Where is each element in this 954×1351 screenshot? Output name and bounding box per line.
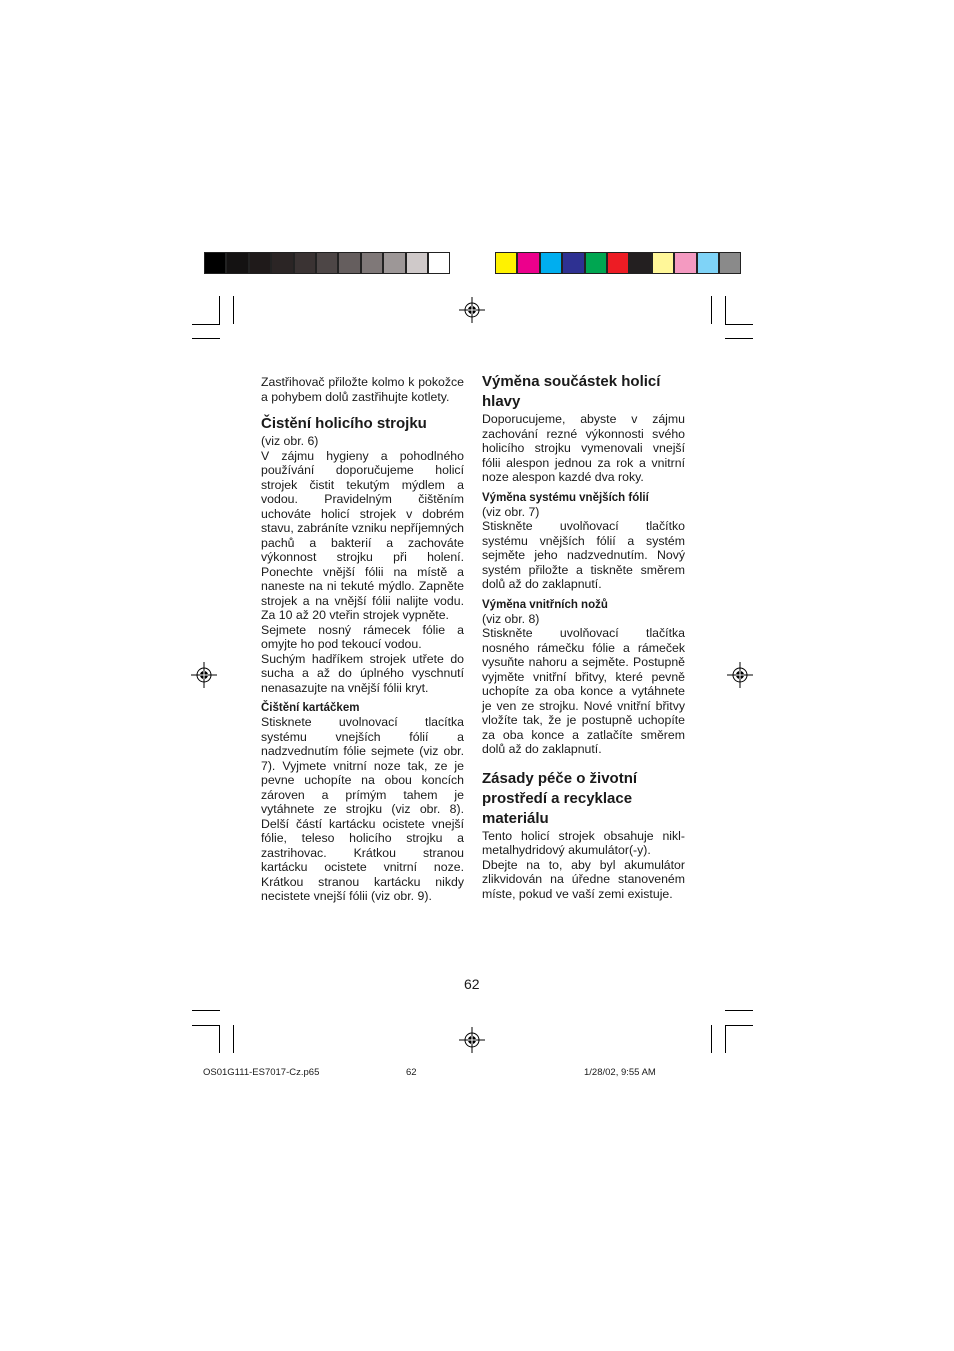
page-number: 62	[464, 976, 480, 992]
color-swatch	[406, 252, 428, 274]
crop-mark	[192, 324, 220, 325]
replace-parts-heading: Výměna součástek holicí hlavy	[482, 373, 661, 410]
brush-heading: Čištění kartáčkem	[261, 702, 360, 714]
crop-mark	[725, 1025, 753, 1026]
registration-mark-icon	[459, 297, 485, 323]
crop-mark	[711, 1025, 712, 1053]
color-swatch	[383, 252, 405, 274]
cleaning-figure-ref: (viz obr. 6)	[261, 434, 319, 448]
footer-page: 62	[406, 1067, 417, 1078]
color-swatch	[338, 252, 360, 274]
color-swatch	[226, 252, 248, 274]
foil-paragraph: Stiskněte uvolňovací tlačítko systému vnějších fólií a systém sejměte jeho nadzvednutím. Nový systém přiložte a tiskněte směrem dolů až do zaklapnutí.	[482, 519, 685, 591]
right-column	[482, 372, 685, 901]
color-swatch	[697, 252, 719, 274]
cleaning-paragraph: Suchým hadříkem strojek utřete do sucha a až do úplného vyschnutí nenasazujte na vnější fólii kryt.	[261, 651, 464, 695]
grayscale-color-bar	[204, 252, 450, 274]
foil-heading: Výměna systému vnějších fólií	[482, 491, 649, 504]
brush-paragraph: Stisknete uvolnovací tlacítka systému vnejších fólií a nadzvednutím fólie sejmete (viz obr. 7). Vyjmete vnitrní noze tak, ze je pevne uchopíte na obou koncích zároven a prímým tahem je vytáhnete ze strojku (viz obr. 8). Delší částí kartácku ocistete vnejší fólie, teleso holicího strojku a zastrihovac. Krátkou stranou kartácku ocistete vnitrní noze. Krátkou stranou kartácku nikdy necistete vnejší fólii (viz obr. 9).	[261, 715, 464, 903]
blade-paragraph: Stiskněte uvolňovací tlačítka nosného rámečku fólie a rámeček vysuňte nahoru a sejměte. Postupně vyjměte vnitřní břitvy, které pevně uchopíte za oba konce a vytáhnete je ven ze strojku. Nové vnitřní břitvy vložíte tak, že je postupně uchopíte za oba konce a zatlačíte směrem dolů až do zaklapnutí.	[482, 626, 685, 756]
cleaning-heading: Čistění holicího strojku	[261, 415, 427, 432]
color-swatch	[629, 252, 651, 274]
crop-mark	[192, 1010, 220, 1011]
crop-mark	[725, 296, 726, 324]
environment-paragraph: Tento holicí strojek obsahuje nikl-metalhydridový akumulátor(-y).	[482, 828, 685, 857]
registration-mark-icon	[727, 662, 753, 688]
replace-parts-paragraph: Doporucujeme, abyste v zájmu zachování rezné výkonnosti svého holicího strojku vymenovali vnejší fólii alespon jednou za rok a vnitrní noze alespon kazdé dva roky.	[482, 412, 685, 484]
intro-paragraph: Zastřihovač přiložte kolmo k pokožce a pohybem dolů zastřihujte kotlety.	[261, 375, 464, 404]
color-swatch	[495, 252, 517, 274]
cleaning-paragraph: V zájmu hygieny a pohodlného používání doporučujeme holicí strojek čistit tekutým mýdlem a vodou. Pravidelným čištěním uchováte holicí strojek v dobrém stavu, zabráníte vzniku nepříjemných pachů a bakterií a zachováte výkonnost strojku při holení. Ponechte vnější fólii na místě a naneste na ni tekuté mýdlo. Zapněte strojek a na vnější fólii nalijte vodu. Za 10 až 20 vteřin strojek vypněte.	[261, 448, 465, 622]
crop-mark	[725, 338, 753, 339]
crop-mark	[725, 324, 753, 325]
registration-mark-icon	[191, 662, 217, 688]
color-swatch	[540, 252, 562, 274]
color-swatch	[428, 252, 450, 274]
color-swatch	[271, 252, 293, 274]
color-swatch	[652, 252, 674, 274]
color-swatch	[517, 252, 539, 274]
crop-mark	[219, 296, 220, 324]
process-color-bar	[495, 252, 741, 274]
crop-mark	[233, 1025, 234, 1053]
registration-mark-icon	[459, 1027, 485, 1053]
color-swatch	[249, 252, 271, 274]
color-swatch	[316, 252, 338, 274]
left-column	[261, 375, 464, 904]
footer-date: 1/28/02, 9:55 AM	[584, 1067, 656, 1078]
blade-heading: Výměna vnitřních nožů	[482, 598, 608, 611]
crop-mark	[219, 1025, 220, 1053]
color-swatch	[607, 252, 629, 274]
crop-mark	[725, 1025, 726, 1053]
crop-mark	[233, 296, 234, 324]
foil-figure-ref: (viz obr. 7)	[482, 504, 540, 519]
color-swatch	[361, 252, 383, 274]
crop-mark	[192, 1025, 220, 1026]
cleaning-paragraph: Sejmete nosný rámecek fólie a omyjte ho pod tekoucí vodou.	[261, 622, 464, 651]
color-swatch	[562, 252, 584, 274]
color-swatch	[674, 252, 696, 274]
footer-filename: OS01G111-ES7017-Cz.p65	[203, 1067, 320, 1078]
color-swatch	[294, 252, 316, 274]
crop-mark	[725, 1010, 753, 1011]
environment-paragraph: Dbejte na to, aby byl akumulátor zlikvidován na úředne stanoveném míste, pokud ve vaší zemi existuje.	[482, 857, 685, 901]
color-swatch	[204, 252, 226, 274]
color-swatch	[585, 252, 607, 274]
color-swatch	[719, 252, 741, 274]
blade-figure-ref: (viz obr. 8)	[482, 611, 540, 626]
environment-heading: Zásady péče o životní prostředí a recyklace materiálu	[482, 769, 638, 827]
crop-mark	[711, 296, 712, 324]
crop-mark	[192, 338, 220, 339]
